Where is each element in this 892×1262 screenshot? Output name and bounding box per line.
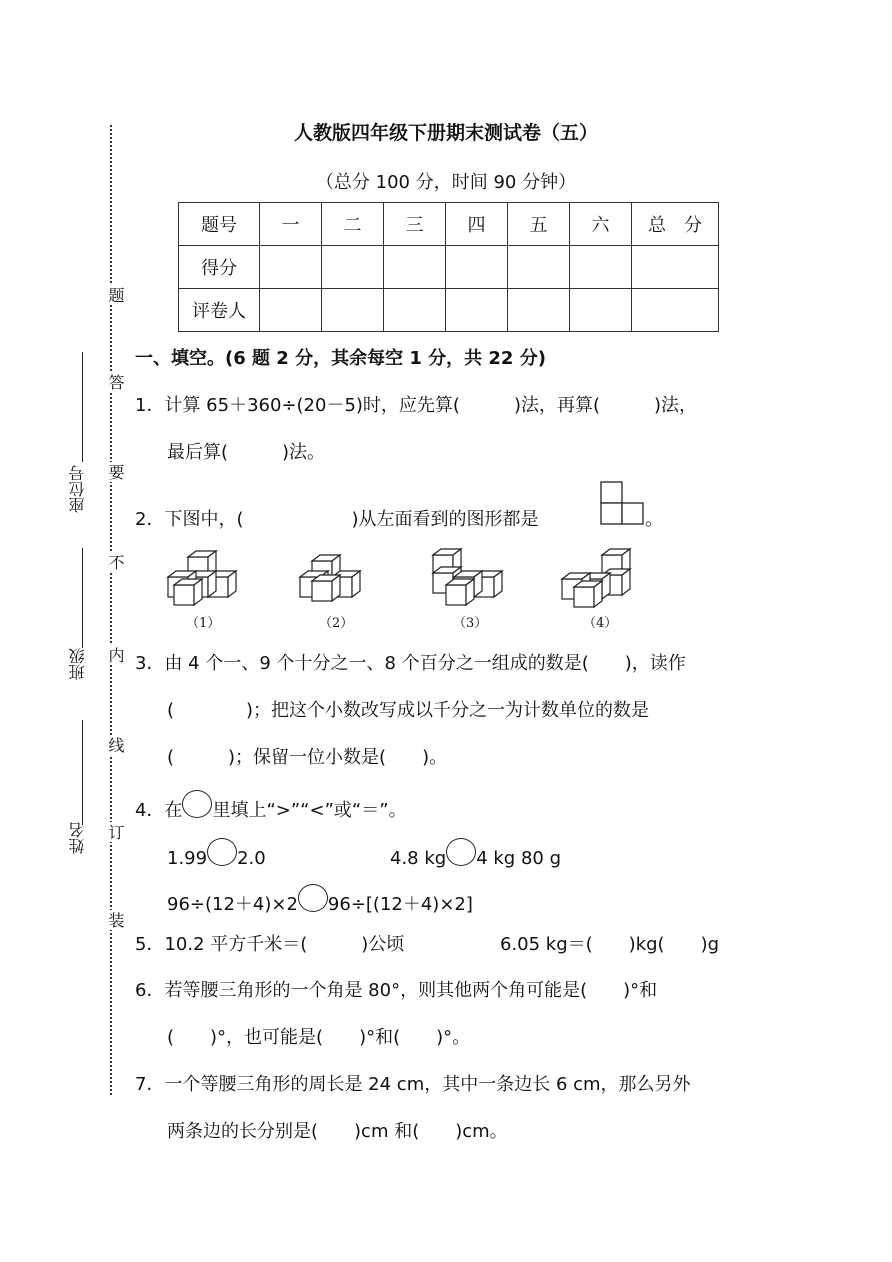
question-1-line-1: 1．计算 65＋360÷(20－5)时，应先算( )法，再算( )法， xyxy=(135,395,698,416)
table-cell: 五 xyxy=(508,203,570,246)
compare-circle-icon xyxy=(182,790,212,818)
name-field[interactable] xyxy=(82,720,83,825)
compare-item-3 xyxy=(167,884,473,916)
score-cell[interactable] xyxy=(570,246,632,289)
question-4-intro xyxy=(135,790,407,822)
grader-row xyxy=(179,289,719,332)
name-label: 姓名 xyxy=(68,822,87,854)
binding-dotted-line xyxy=(110,125,112,1095)
table-cell: 四 xyxy=(446,203,508,246)
score-cell[interactable] xyxy=(632,246,719,289)
class-field[interactable] xyxy=(82,548,83,648)
score-row xyxy=(179,246,719,289)
question-7-line-2: 两条边的长分别是( )cm 和( )cm。 xyxy=(167,1121,508,1142)
score-cell[interactable] xyxy=(384,246,446,289)
compare-right: 96÷[(12＋4)×2] xyxy=(327,894,473,915)
compare-item-1 xyxy=(167,838,266,869)
class-label: 班级 xyxy=(68,648,87,680)
grader-cell[interactable] xyxy=(446,289,508,332)
table-cell: 二 xyxy=(322,203,384,246)
compare-right: 2.0 xyxy=(237,848,266,869)
question-7-line-1: 7．一个等腰三角形的周长是 24 cm，其中一条边长 6 cm，那么另外 xyxy=(135,1074,691,1095)
table-cell: 三 xyxy=(384,203,446,246)
question-2-end: 。 xyxy=(645,509,663,530)
table-cell: 题号 xyxy=(179,203,260,246)
score-cell[interactable] xyxy=(260,246,322,289)
grader-cell[interactable] xyxy=(384,289,446,332)
binding-warning-char: 要 xyxy=(106,464,125,480)
score-table-header-row xyxy=(179,203,719,246)
binding-warning-char: 装 xyxy=(106,912,125,928)
grader-cell[interactable] xyxy=(508,289,570,332)
binding-warning-char: 答 xyxy=(106,374,125,390)
compare-left: 1.99 xyxy=(167,848,208,869)
binding-warning-char: 线 xyxy=(106,737,125,753)
question-2-text: 2．下图中，( )从左面看到的图形都是 xyxy=(135,509,539,530)
compare-circle-input[interactable] xyxy=(446,838,476,866)
question-5-part-a: 5．10.2 平方千米＝( )公顷 xyxy=(135,934,405,955)
table-cell: 总 分 xyxy=(632,203,719,246)
grader-cell[interactable] xyxy=(570,289,632,332)
seat-number-label: 座位号 xyxy=(68,465,87,513)
cube-figures xyxy=(160,545,650,610)
exam-title: 人教版四年级下册期末测试卷（五） xyxy=(293,122,598,144)
binding-warning-char: 不 xyxy=(106,554,125,570)
binding-warning-char: 题 xyxy=(106,287,125,303)
question-3-line-1: 3．由 4 个一、9 个十分之一、8 个百分之一组成的数是( )，读作 xyxy=(135,653,686,674)
seat-number-field[interactable] xyxy=(82,352,83,462)
binding-warning-char: 订 xyxy=(106,824,125,840)
grader-cell[interactable] xyxy=(632,289,719,332)
question-4-intro-a: 4．在 xyxy=(135,800,183,821)
figure-label-2: （2） xyxy=(319,616,354,631)
table-cell: 得分 xyxy=(179,246,260,289)
cube-figure-3 xyxy=(433,549,502,605)
compare-left: 96÷(12＋4)×2 xyxy=(167,894,298,915)
binding-warning-char: 内 xyxy=(106,647,125,663)
compare-right: 4 kg 80 g xyxy=(476,848,561,869)
score-table xyxy=(178,202,719,332)
question-3-line-3: ( )；保留一位小数是( )。 xyxy=(167,747,448,768)
table-cell: 一 xyxy=(260,203,322,246)
section-heading: 一、填空。(6 题 2 分，其余每空 1 分，共 22 分) xyxy=(135,348,546,369)
question-6-line-1: 6．若等腰三角形的一个角是 80°，则其他两个角可能是( )°和 xyxy=(135,980,658,1001)
compare-left: 4.8 kg xyxy=(390,848,447,869)
score-cell[interactable] xyxy=(508,246,570,289)
figure-label-1: （1） xyxy=(186,616,221,631)
score-cell[interactable] xyxy=(446,246,508,289)
compare-circle-input[interactable] xyxy=(298,884,328,912)
question-5-part-b: 6.05 kg＝( )kg( )g xyxy=(500,934,720,955)
cube-figure-4 xyxy=(562,549,630,607)
compare-item-2 xyxy=(390,838,561,869)
compare-circle-input[interactable] xyxy=(207,838,237,866)
cube-figure-1 xyxy=(168,551,236,605)
exam-subtitle: （总分 100 分，时间 90 分钟） xyxy=(315,172,577,193)
table-cell: 评卷人 xyxy=(179,289,260,332)
question-1-line-2: 最后算( )法。 xyxy=(167,442,326,463)
table-cell: 六 xyxy=(570,203,632,246)
score-cell[interactable] xyxy=(322,246,384,289)
left-view-shape-icon xyxy=(600,481,646,525)
question-6-line-2: ( )°，也可能是( )°和( )°。 xyxy=(167,1027,471,1048)
question-4-intro-b: 里填上“>”“<”或“＝”。 xyxy=(212,800,407,821)
grader-cell[interactable] xyxy=(322,289,384,332)
question-3-line-2: ( )；把这个小数改写成以千分之一为计数单位的数是 xyxy=(167,700,650,721)
figure-label-3: （3） xyxy=(453,616,488,631)
figure-label-4: （4） xyxy=(583,616,618,631)
cube-figure-2 xyxy=(300,555,360,601)
grader-cell[interactable] xyxy=(260,289,322,332)
